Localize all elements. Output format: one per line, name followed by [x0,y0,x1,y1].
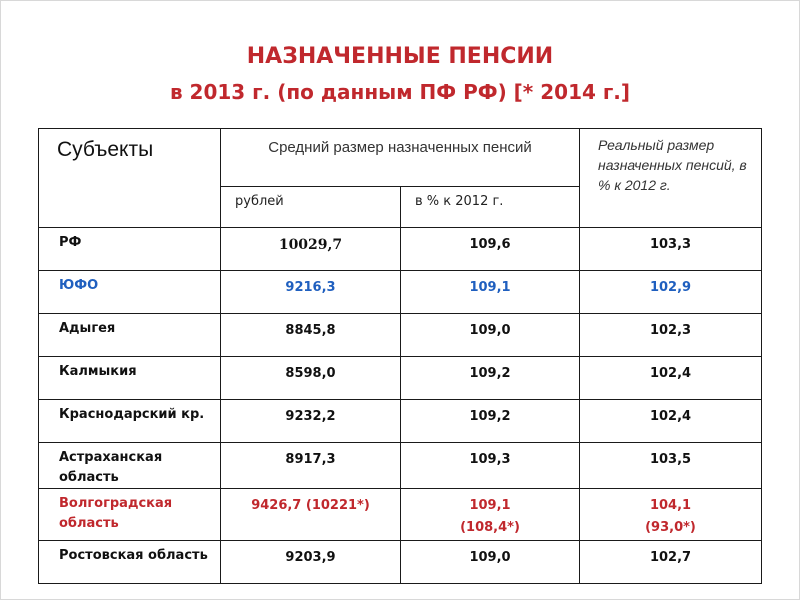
table-row [39,314,762,357]
row-rubles: 8845,8 [221,314,401,357]
header-avg-size: Средний размер назначенных пенсий [221,129,580,187]
row-pct: 109,6 [401,228,580,271]
row-rubles: 8917,3 [221,443,401,489]
row-name: Краснодарский кр. [39,400,221,443]
row-name: РФ [39,228,221,271]
slide-subtitle: в 2013 г. (по данным ПФ РФ) [* 2014 г.] [169,80,631,104]
row-pct: 109,2 [401,357,580,400]
row-rubles: 8598,0 [221,357,401,400]
row-pct: 109,0 [401,541,580,584]
header-real-size: Реальный размер назначенных пенсий, в % к 2012 г. [580,129,762,228]
table-row [39,271,762,314]
row-rubles: 9216,3 [221,271,401,314]
row-pct [401,489,580,541]
row-real [580,489,762,541]
row-real-extra: (93,0*) [645,520,696,535]
row-real-value: 104,1 [649,498,692,513]
row-real: 102,3 [580,314,762,357]
row-name: Адыгея [39,314,221,357]
pensions-table [38,128,762,584]
row-real: 102,9 [580,271,762,314]
row-rubles: 9203,9 [221,541,401,584]
table-row [39,357,762,400]
row-real: 102,7 [580,541,762,584]
row-pct: 109,3 [401,443,580,489]
row-real: 103,3 [580,228,762,271]
row-pct: 109,2 [401,400,580,443]
table-row [39,400,762,443]
row-name: Ростовская область [39,541,221,584]
row-rubles: 9232,2 [221,400,401,443]
header-pct-2012: в % к 2012 г. [401,187,580,228]
table-row [39,443,762,489]
row-name: ЮФО [39,271,221,314]
row-real: 103,5 [580,443,762,489]
row-name: Калмыкия [39,357,221,400]
table-row [39,228,762,271]
row-pct-extra: (108,4*) [460,520,520,535]
row-real: 102,4 [580,357,762,400]
table-row [39,541,762,584]
row-pct: 109,0 [401,314,580,357]
header-row-1 [39,129,762,187]
row-name: Астраханская область [39,443,221,489]
slide-title: НАЗНАЧЕННЫЕ ПЕНСИИ [246,44,554,69]
row-name: Волгоградская область [39,489,221,541]
row-real: 102,4 [580,400,762,443]
row-pct-value: 109,1 [469,498,511,513]
row-pct: 109,1 [401,271,580,314]
header-rubles: рублей [221,187,401,228]
header-subjects: Субъекты [39,129,221,228]
row-rubles: 9426,7 (10221*) [221,489,401,541]
row-rubles: 10029,7 [221,228,401,271]
table-row [39,489,762,541]
